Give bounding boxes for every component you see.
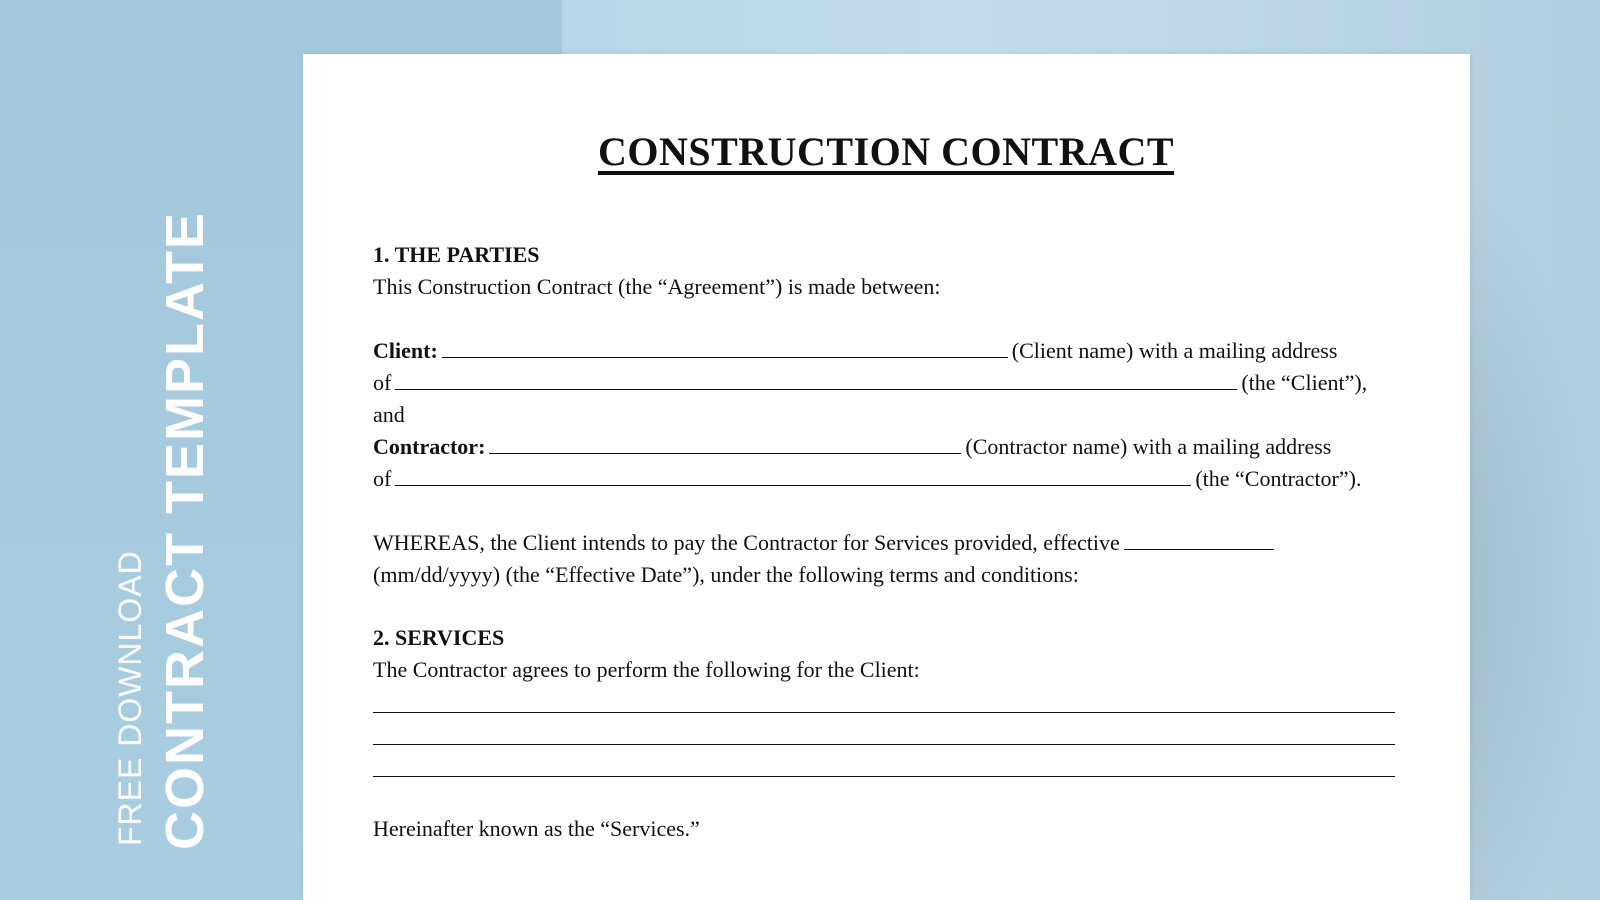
- section-1-heading: 1. THE PARTIES: [373, 242, 540, 267]
- services-blank-line-1[interactable]: [373, 712, 1395, 713]
- whereas-line-1: [373, 528, 1278, 558]
- services-closing: Hereinafter known as the “Services.”: [373, 816, 700, 841]
- parties-intro: This Construction Contract (the “Agreement”) is made between:: [373, 274, 941, 299]
- services-blank-line-2[interactable]: [373, 744, 1395, 745]
- contractor-suffix: (the “Contractor”).: [1195, 466, 1362, 491]
- contractor-name-field[interactable]: [489, 433, 961, 454]
- contractor-name-note: (Contractor name) with a mailing address: [965, 434, 1332, 459]
- client-name-note: (Client name) with a mailing address: [1011, 338, 1338, 363]
- sidebar-label: [110, 211, 220, 850]
- client-line: [373, 336, 1337, 366]
- effective-date-field[interactable]: [1124, 529, 1274, 550]
- services-blank-line-3[interactable]: [373, 776, 1395, 777]
- contractor-address-line: [373, 464, 1361, 494]
- section-2-heading: 2. SERVICES: [373, 625, 505, 650]
- contractor-of-label: of: [373, 466, 392, 491]
- contractor-address-field[interactable]: [395, 465, 1191, 486]
- contractor-line: [373, 432, 1331, 462]
- contract-template-label: CONTRACT TEMPLATE: [155, 211, 215, 850]
- client-suffix: (the “Client”),: [1241, 370, 1368, 395]
- client-name-field[interactable]: [442, 337, 1008, 358]
- client-address-line: [373, 368, 1367, 398]
- services-intro: The Contractor agrees to perform the following for the Client:: [373, 657, 920, 682]
- whereas-text: WHEREAS, the Client intends to pay the Contractor for Services provided, effective: [373, 530, 1120, 555]
- client-address-field[interactable]: [395, 369, 1237, 390]
- document-title: CONSTRUCTION CONTRACT: [597, 129, 1175, 174]
- client-label: Client:: [373, 338, 438, 363]
- and-text: and: [373, 402, 405, 427]
- client-of-label: of: [373, 370, 392, 395]
- free-download-label: FREE DOWNLOAD: [112, 550, 148, 846]
- document-page: [303, 54, 1470, 900]
- contractor-label: Contractor:: [373, 434, 486, 459]
- whereas-line-2: (mm/dd/yyyy) (the “Effective Date”), under the following terms and conditions:: [373, 562, 1079, 587]
